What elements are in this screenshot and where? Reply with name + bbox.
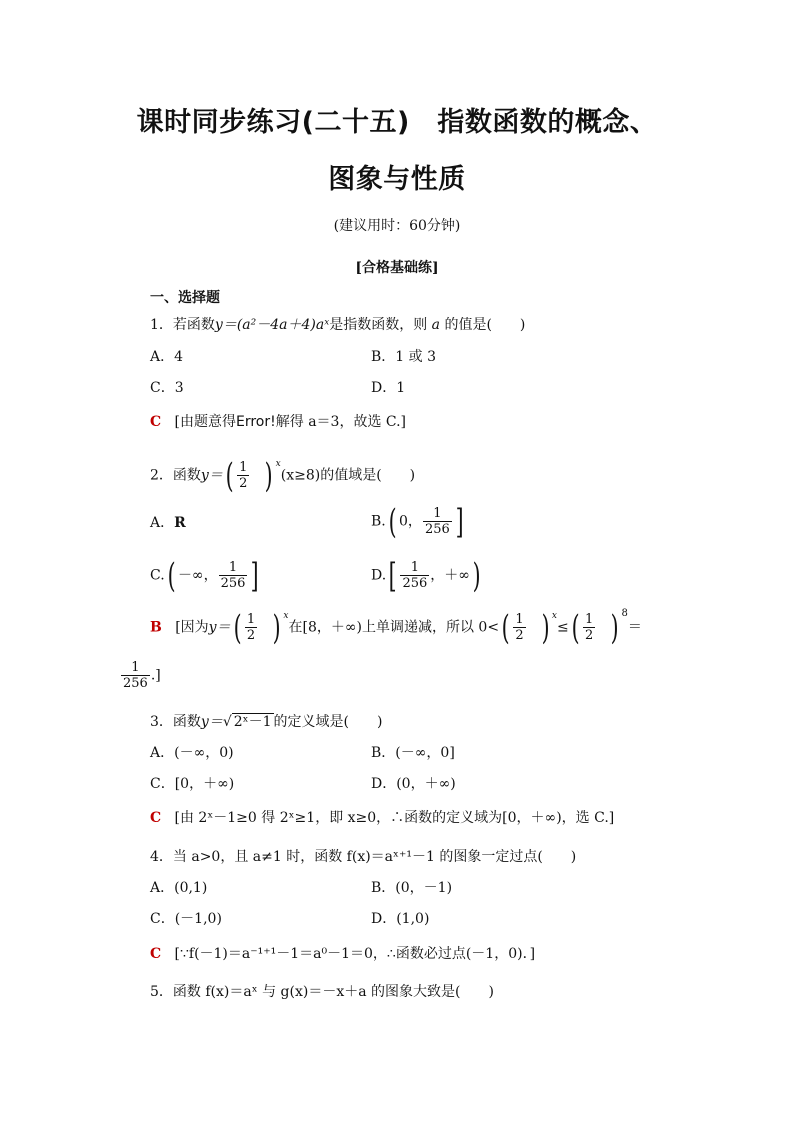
q2-option-d: D.[ $\frac{1}{256}$ ，＋∞) [371, 555, 481, 596]
q1-option-c: C．3 [150, 380, 184, 396]
q2-option-c: C.( －∞， $\frac{1}{256}$ ] [150, 555, 260, 596]
q2-option-b: B.( 0， $\frac{1}{256}$ ] [371, 501, 464, 542]
q2-stem: 2．函数y＝( $\frac{1}{2}$ ) $^x$(x≥8)的值域是( ) [150, 455, 416, 496]
q1-option-d: D．1 [371, 380, 406, 396]
q4-stem: 4．当 a>0，且 a≠1 时，函数 f(x)＝aˣ⁺¹－1 的图象一定过点( ) [150, 849, 577, 865]
q2-option-a: A．R [150, 515, 186, 531]
page-title-line1: 课时同步练习(二十五) 指数函数的概念、 [136, 107, 658, 138]
q4-option-d: D．(1,0) [371, 911, 430, 927]
q2-fraction: $\frac{1}{2}$ [239, 460, 248, 491]
part-heading: 一、选择题 [150, 290, 220, 306]
q4-explanation: C [∵f(－1)＝a⁻¹⁺¹－1＝a⁰－1＝0，∴函数必过点(－1，0)．] [150, 946, 536, 962]
q3-option-a: A．(－∞，0) [150, 745, 234, 761]
q1-option-b: B．1 或 3 [371, 349, 437, 365]
q3-explanation: C [由 2ˣ－1≥0 得 2ˣ≥1，即 x≥0，∴函数的定义域为[0，＋∞)，选 C.] [150, 810, 615, 826]
q1-stem: 1．若函数y＝(a²－4a＋4)aˣ是指数函数，则 a 的值是( ) [150, 317, 526, 333]
q5-stem: 5．函数 f(x)＝aˣ 与 g(x)＝－x＋a 的图象大致是( ) [150, 984, 494, 1000]
q2-answer: B [150, 619, 162, 636]
q1-answer: C [150, 414, 162, 430]
q1-explanation: C [由题意得Error!解得 a＝3，故选 C.] [150, 414, 407, 430]
q2-explanation-cont: $\frac{1}{256}$ .] [123, 660, 161, 691]
q2-explanation: B [因为y＝( $\frac{1}{2}$ ) $^x$在[8，＋∞)上单调递减，所以 0<( $\frac{1}{2}$ ) $^x$≤( $\frac{1}{2}$ ) $^8$＝ [150, 607, 642, 648]
q3-option-c: C．[0，＋∞) [150, 776, 235, 792]
page-title-line2: 图象与性质 [328, 164, 466, 195]
q4-option-c: C．(－1,0) [150, 911, 222, 927]
q3-stem: 3．函数y＝√ 2ˣ－1 的定义域是( ) [150, 714, 383, 730]
q1-option-a: A．4 [150, 349, 184, 365]
q3-answer: C [150, 810, 162, 826]
q4-answer: C [150, 946, 162, 962]
q4-option-a: A．(0,1) [150, 880, 208, 896]
q3-option-d: D．(0，＋∞) [371, 776, 456, 792]
q3-option-b: B．(－∞，0] [371, 745, 455, 761]
q4-option-b: B．(0，－1) [371, 880, 453, 896]
section-heading: [合格基础练] [355, 260, 439, 276]
time-hint: (建议用时：60分钟) [333, 218, 461, 234]
